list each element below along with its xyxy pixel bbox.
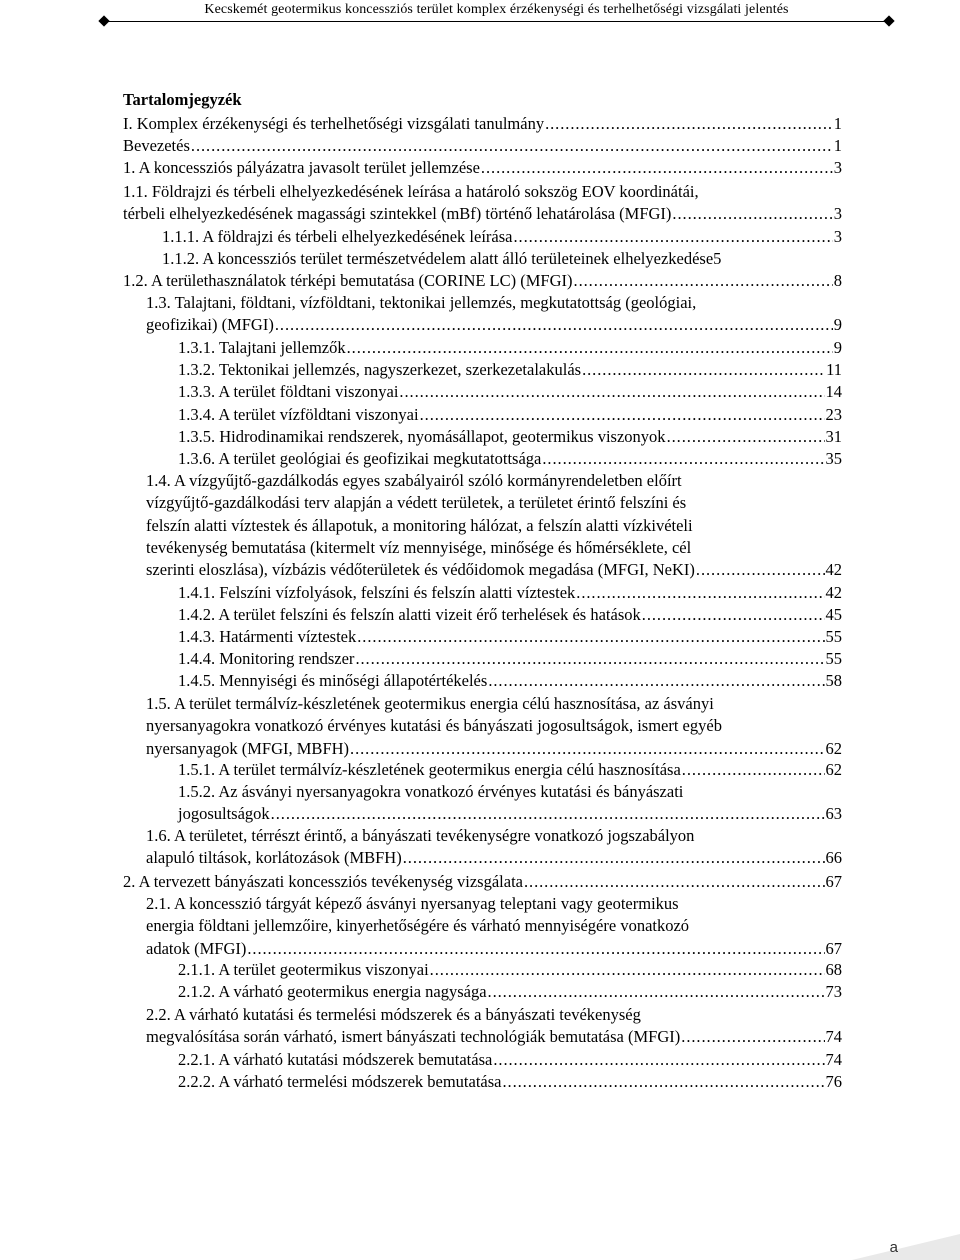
toc-page-number: 3 [833,158,842,177]
toc-line [178,1049,842,1071]
toc-entry-text: 1.1. Földrajzi és térbeli elhelyezkedésének leírása a határoló sokszög EOV koordinátái, [123,182,699,201]
toc-entry-text: 1.1.2. A koncessziós terület természetvédelem alatt álló területeinek elhelyezkedése5 [162,249,722,268]
toc-page-number: 68 [825,960,842,979]
toc-entry[interactable] [146,1004,842,1049]
toc-line [123,871,842,893]
toc-entry-text: vízgyűjtő-gazdálkodási terv alapján a védett területek, a területet érintő felszíni és [146,493,687,513]
toc-line [123,270,842,292]
toc-line [178,337,842,359]
toc-dot-leader [582,359,825,381]
toc-entry[interactable] [123,871,842,893]
toc-page-number: 58 [825,671,842,690]
toc-page-number: 3 [833,227,842,246]
toc-dot-leader [672,203,832,225]
toc-line [123,157,842,179]
toc-line [178,381,842,403]
page-header [101,0,892,28]
toc-line [146,847,842,869]
toc-entry[interactable] [162,248,842,270]
toc-entry-text: 1.3.2. Tektonikai jellemzés, nagyszerkezet, szerkezetalakulás [178,360,582,379]
toc-entry-text: 2. A tervezett bányászati koncessziós tevékenység vizsgálata [123,872,523,891]
toc-page-number: 66 [825,848,842,868]
toc-dot-leader [493,1049,824,1071]
corner-mark: a [889,1239,898,1256]
toc-line [178,803,842,825]
toc-page-number: 35 [825,449,842,468]
toc-dot-leader [502,1071,824,1093]
toc-entry-text: 1.4.1. Felszíni vízfolyások, felszíni és felszín alatti víztestek [178,583,576,602]
toc-entry[interactable] [178,626,842,648]
toc-heading: Tartalomjegyzék [123,90,242,109]
toc-entry[interactable] [123,181,842,226]
toc-page-number: 8 [833,271,842,290]
toc-page-number: 11 [826,360,842,379]
toc-entry-text: 1.4. A vízgyűjtő-gazdálkodás egyes szabályairól szóló kormányrendeletben előírt [146,471,682,490]
toc-entry-text: geofizikai) (MFGI) [146,315,274,335]
toc-entry[interactable] [178,337,842,359]
toc-page-number: 23 [825,405,842,424]
toc-entry-text: 2.2.1. A várható kutatási módszerek bemutatása [178,1050,493,1069]
toc-line [146,559,842,581]
toc-entry-text: 1.3.4. A terület vízföldtani viszonyai [178,405,419,424]
toc-entry[interactable] [178,1049,842,1071]
toc-page-number: 3 [833,204,842,224]
toc-entry-text: I. Komplex érzékenységi és terhelhetőségi vizsgálati tanulmány [123,114,545,133]
toc-line [178,626,842,648]
toc-entry-text: Bevezetés [123,136,190,155]
toc-dot-leader [574,270,833,292]
toc-dot-leader [403,847,825,869]
toc-dot-leader [682,759,825,781]
toc-entry-text: 1.6. A területet, térrészt érintő, a bányászati tevékenységre vonatkozó jogszabályon [146,826,695,845]
toc-dot-leader [271,803,825,825]
toc-dot-leader [350,738,824,760]
toc-line [178,959,842,981]
toc-page-number: 63 [825,804,842,824]
toc-dot-leader [357,626,824,648]
toc-page-number: 67 [825,938,842,958]
page-corner-fold [852,1234,960,1260]
toc-entry-text: 2.1. A koncesszió tárgyát képező ásványi nyersanyag teleptani vagy geotermikus [146,894,679,913]
toc-entry[interactable] [178,604,842,626]
toc-entry-text: 1.1.1. A földrajzi és térbeli elhelyezkedésének leírása [162,227,513,246]
toc-entry[interactable] [146,825,842,870]
toc-dot-leader [681,1026,824,1048]
toc-dot-leader [524,871,825,893]
toc-entry-text: megvalósítása során várható, ismert bányászati technológiák bemutatása (MFGI) [146,1027,681,1047]
toc-entry[interactable] [146,693,842,760]
toc-entry[interactable] [178,959,842,981]
toc-entry[interactable] [146,292,842,337]
toc-page-number: 74 [825,1027,842,1047]
toc-dot-leader [275,314,833,336]
toc-page-number: 73 [825,982,842,1001]
toc-entry[interactable] [178,404,842,426]
toc-page-number: 1 [833,114,842,133]
toc-page-number: 42 [825,560,842,580]
toc-line [146,938,842,960]
toc-entry-text: tevékenység bemutatása (kitermelt víz mennyisége, minősége és hőmérséklete, cél [146,537,692,557]
toc-dot-leader [399,381,824,403]
header-rule [105,21,888,22]
toc-entry[interactable] [178,648,842,670]
toc-entry-text: 1.3.5. Hidrodinamikai rendszerek, nyomásállapot, geotermikus viszonyok [178,427,666,446]
toc-line [178,604,842,626]
toc-line [123,135,842,157]
toc-entry[interactable] [178,448,842,470]
toc-entry-text: 2.1.1. A terület geotermikus viszonyai [178,960,429,979]
toc-entry[interactable] [178,759,842,781]
toc-dot-leader [488,670,824,692]
toc-dot-leader [430,959,825,981]
toc-entry-text: 1.4.5. Mennyiségi és minőségi állapotértékelés [178,671,488,690]
toc-line [178,670,842,692]
toc-entry-text: adatok (MFGI) [146,938,247,958]
toc-entry-text: nyersanyagokra vonatkozó érvényes kutatási és bányászati jogosultságok, ismert egyéb [146,716,722,736]
toc-entry[interactable] [146,470,842,581]
toc-entry-text: 2.2. A várható kutatási és termelési módszerek és a bányászati tevékenység [146,1005,641,1024]
toc-entry-text: alapuló tiltások, korlátozások (MBFH) [146,848,402,868]
toc-entry-text: felszín alatti víztestek és állapotuk, a monitoring hálózat, a felszín alatti vízkivételi [146,515,693,535]
toc-dot-leader [513,226,832,248]
toc-dot-leader [488,981,825,1003]
toc-line [123,113,842,135]
toc-entry-text: 1.5.1. A terület termálvíz-készletének geotermikus energia célú hasznosítása [178,760,681,779]
toc-page-number: 74 [825,1050,842,1069]
toc-line [146,738,842,760]
toc-entry-text: 1.2. A területhasználatok térképi bemutatása (CORINE LC) (MFGI) [123,271,573,290]
toc-line [123,203,842,225]
toc-page-number: 55 [825,649,842,668]
toc-entry[interactable] [178,359,842,381]
toc-line [178,448,842,470]
toc-entry-text: nyersanyagok (MFGI, MBFH) [146,738,350,758]
header-title: Kecskemét geotermikus koncessziós terület komplex érzékenységi és terhelhetőségi vizsgálati jelentés [204,2,789,17]
toc-entry[interactable] [162,226,842,248]
toc-line [178,582,842,604]
toc-dot-leader [667,426,825,448]
toc-entry[interactable] [178,426,842,448]
toc-dot-leader [247,938,824,960]
toc-entry-text: szerinti eloszlása), vízbázis védőterületek és védőidomok megadása (MFGI, NeKI) [146,560,695,580]
toc-line [162,226,842,248]
toc-dot-leader [576,582,824,604]
toc-entry[interactable] [123,113,842,135]
toc-page-number: 9 [833,338,842,357]
toc-page-number: 42 [825,583,842,602]
toc-entry-text: 2.2.2. A várható termelési módszerek bemutatása [178,1072,502,1091]
toc-page-number: 1 [833,136,842,155]
toc-line [178,426,842,448]
toc-page-number: 62 [825,738,842,758]
toc-entry-text: 1.4.3. Határmenti víztestek [178,627,357,646]
toc-entry[interactable] [123,157,842,179]
page-corner [852,1234,960,1260]
toc-entry[interactable] [178,1071,842,1093]
toc-entry[interactable] [178,981,842,1003]
toc-dot-leader [696,559,825,581]
toc-entry[interactable] [178,381,842,403]
toc-entry-text: 1.3. Talajtani, földtani, vízföldtani, tektonikai jellemzés, megkutatottság (geológiai, [146,293,697,312]
toc-line [178,759,842,781]
toc-entry-text: 1. A koncessziós pályázatra javasolt terület jellemzése [123,158,480,177]
toc-page-number: 31 [825,427,842,446]
toc-line [146,314,842,336]
toc-page-number: 62 [825,760,842,779]
toc-line [178,648,842,670]
toc-line [178,404,842,426]
toc-line [178,981,842,1003]
toc-entry[interactable] [178,582,842,604]
toc-entry-text: 1.5.2. Az ásványi nyersanyagokra vonatkozó érvényes kutatási és bányászati [178,782,684,801]
toc-entry[interactable] [123,135,842,157]
toc-entry[interactable] [146,893,842,960]
toc-dot-leader [347,337,833,359]
toc-page-number: 45 [825,605,842,624]
toc-page-number: 67 [825,872,842,891]
toc-entry[interactable] [178,781,842,826]
toc-dot-leader [191,135,833,157]
toc-dot-leader [355,648,824,670]
toc-page-number: 55 [825,627,842,646]
toc-entry-text: térbeli elhelyezkedésének magassági szintekkel (mBf) történő lehatárolása (MFGI) [123,204,672,224]
toc-entry-text: 1.5. A terület termálvíz-készletének geotermikus energia célú hasznosítása, az ásványi [146,694,714,713]
toc-line [178,1071,842,1093]
toc-entry[interactable] [123,270,842,292]
toc-entry-text: 2.1.2. A várható geotermikus energia nagysága [178,982,487,1001]
toc-entry-text: 1.4.2. A terület felszíni és felszín alatti vizeit érő terhelések és hatások [178,605,641,624]
toc-entry-text: 1.3.1. Talajtani jellemzők [178,338,346,357]
toc-line [146,1026,842,1048]
toc-page-number: 76 [825,1072,842,1091]
toc-entry-text: jogosultságok [178,804,270,824]
toc-dot-leader [642,604,825,626]
toc-dot-leader [542,448,824,470]
toc-entry-text: 1.3.6. A terület geológiai és geofizikai megkutatottsága [178,449,542,468]
toc-page-number: 14 [825,382,842,401]
toc-entry-text: 1.3.3. A terület földtani viszonyai [178,382,399,401]
toc-dot-leader [481,157,833,179]
toc-entry-text: 1.4.4. Monitoring rendszer [178,649,355,668]
toc-line [178,359,842,381]
toc-page-number: 9 [833,315,842,335]
toc-dot-leader [545,113,833,135]
toc-entry[interactable] [178,670,842,692]
toc-dot-leader [420,404,825,426]
toc-entry-text: energia földtani jellemzőire, kinyerhetőségére és várható mennyiségére vonatkozó [146,916,690,936]
